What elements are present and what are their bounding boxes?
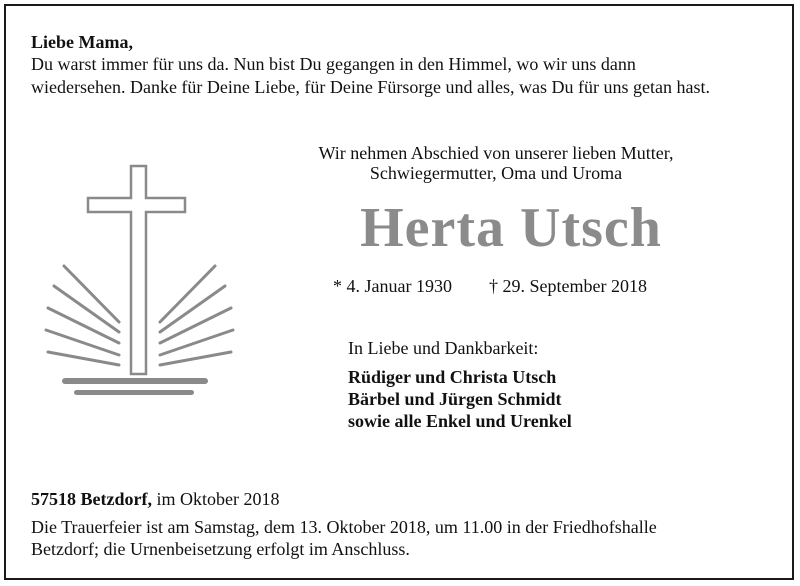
deceased-name: Herta Utsch	[360, 197, 662, 259]
birth-date: * 4. Januar 1930	[333, 276, 452, 296]
footer-date: im Oktober 2018	[156, 489, 280, 509]
mourners-heading: In Liebe und Dankbarkeit:	[348, 338, 539, 358]
death-date: † 29. September 2018	[489, 276, 647, 296]
greeting-line-1: Du warst immer für uns da. Nun bist Du gegangen in den Himmel, wo wir uns dann	[31, 54, 636, 74]
intro-line-1: Wir nehmen Abschied von unserer lieben Mutter,	[318, 143, 674, 163]
mourner-name-1: Rüdiger und Christa Utsch	[348, 367, 557, 387]
cross-sunrise-icon	[40, 160, 240, 400]
footer-line-2: Betzdorf; die Urnenbeisetzung erfolgt im Anschluss.	[31, 539, 410, 559]
footer-place-date	[31, 490, 279, 508]
intro-line-2: Schwiegermutter, Oma und Uroma	[369, 163, 623, 183]
mourner-name-2: Bärbel und Jürgen Schmidt	[348, 389, 562, 409]
mourner-name-3: sowie alle Enkel und Urenkel	[348, 411, 572, 431]
footer-line-1: Die Trauerfeier ist am Samstag, dem 13. Oktober 2018, um 11.00 in der Friedhofshalle	[31, 517, 657, 537]
greeting-line-2: wiedersehen. Danke für Deine Liebe, für Deine Fürsorge und alles, was Du für uns getan hast.	[31, 77, 710, 97]
footer-place: 57518 Betzdorf,	[31, 489, 152, 509]
greeting-title: Liebe Mama,	[31, 32, 133, 52]
